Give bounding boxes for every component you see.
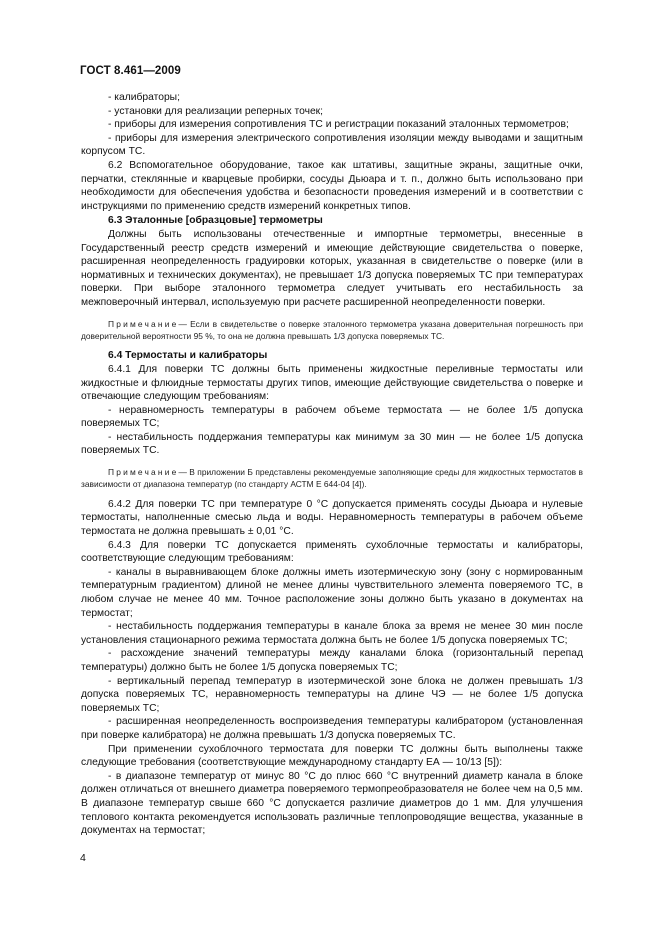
note-label: Примечание	[108, 467, 179, 478]
paragraph-dry-block: При применении сухоблочного термостата для поверки ТС должны быть выполнены также следующие требования (соответствующие международному стандарту ЕА — 10/13 [5]):	[81, 743, 583, 769]
paragraph-6-4-1: 6.4.1 Для поверки ТС должны быть применены жидкостные переливные термостаты или жидкостные и флюидные термостаты других типов, имеющие действующие свидетельства о поверке и отвечающие следующим требованиям:	[81, 363, 583, 403]
list-item: - установки для реализации реперных точек;	[108, 105, 324, 117]
list-item: - неравномерность температуры в рабочем объеме термостата — не более 1/5 допуска поверяемых ТС;	[81, 404, 583, 430]
paragraph-6-3: Должны быть использованы отечественные и импортные термометры, внесенные в Государственный реестр средств измерений и имеющие действующие свидетельства о поверке, расширенная неопределенность градуировки которых, указанная в свидетельстве о поверке (или в нормативных и технических документах), не превышает 1/3 допуска поверяемых ТС при температурах поверки. При выборе эталонного термометра следует учитывать его нестабильность за межповерочный интервал, используемую при расчете расширенной неопределенности поверки.	[81, 228, 583, 308]
list-item: - расхождение значений температуры между каналами блока (горизонтальный перепад температуры) должно быть не более 1/5 допуска поверяемых ТС;	[81, 648, 583, 673]
paragraph-6-2: 6.2 Вспомогательное оборудование, такое как штативы, защитные экраны, защитные очки, перчатки, стеклянные и кварцевые пробирки, сосуды Дьюара и т. п., должно быть использовано при необходимости для обеспечения удобства и безопасности проведения измерений и в соответствии с инструкциями по применению средств измерений конкретных типов.	[81, 159, 583, 212]
note-1	[81, 318, 583, 343]
page-number: 4	[80, 852, 86, 864]
document-header: ГОСТ 8.461—2009	[80, 65, 181, 77]
list-item: - в диапазоне температур от минус 80 °С до плюс 660 °С внутренний диаметр канала в блоке должен отличаться от внешнего диаметра поверяемого термопреобразователя не более чем на 0,5 мм. В диапазоне температур свыше 660 °С допускается различие диаметров до 1 мм. Для улучшения теплового контакта рекомендуется использовать различные теплопроводящие вещества, указанные в документах на термостат;	[81, 770, 583, 837]
list-item: - приборы для измерения сопротивления ТС и регистрации показаний эталонных термометров;	[108, 119, 569, 131]
list-item: - приборы для измерения электрического сопротивления изоляции между выводами и защитным корпусом ТС.	[81, 132, 583, 158]
document-body	[81, 91, 583, 838]
list-item: - нестабильность поддержания температуры в канале блока за время не менее 30 мин после установления стационарного режима термостата должна быть не более 1/5 допуска поверяемых ТС;	[81, 621, 583, 646]
paragraph-6-4-3: 6.4.3 Для поверки ТС допускается применять сухоблочные термостаты и калибраторы, соответствующие следующим требованиям:	[81, 539, 583, 565]
paragraph-6-4-2: 6.4.2 Для поверки ТС при температуре 0 °С допускается применять сосуды Дьюара и нулевые термостаты, наполненные смесью льда и воды. Неравномерность температуры в рабочем объеме термостата не должна превышать ± 0,01 °С.	[81, 498, 583, 538]
list-item: - вертикальный перепад температур в изотермической зоне блока не должен превышать 1/3 допуска поверяемых ТС, неравномерность температуры на длине ЧЭ — не более 1/5 допуска поверяемых ТС;	[81, 675, 583, 714]
note-label: Примечание	[108, 318, 179, 329]
section-heading-6-3: 6.3 Эталонные [образцовые] термометры	[108, 215, 323, 227]
list-item: - каналы в выравнивающем блоке должны иметь изотермическую зону (зону с нормированным температурным градиентом) длиной не менее длины чувствительного элемента поверяемого ТС, в любом случае не менее 40 мм. Точное расположение зоны должно быть указано в документах на термостат;	[81, 566, 583, 619]
section-heading-6-4: 6.4 Термостаты и калибраторы	[108, 350, 268, 362]
note-text: — В приложении Б представлены рекомендуемые заполняющие среды для жидкостных термостатов в зависимости от диапазона температур (по стандарту АСТМ Е 644-04 [4]).	[81, 467, 583, 490]
list-item: - калибраторы;	[108, 92, 180, 103]
note-text: — Если в свидетельстве о поверке эталонного термометра указана доверительная погрешность при доверительной вероятности 95 %, то она не должна превышать 1/3 допуска поверяемых ТС.	[81, 318, 583, 341]
list-item: - расширенная неопределенность воспроизведения температуры калибратором (установленная при поверке калибратора) не должна превышать 1/3 допуска поверяемых ТС.	[81, 716, 583, 741]
list-item: - нестабильность поддержания температуры как минимум за 30 мин — не более 1/5 допуска поверяемых ТС.	[81, 431, 583, 457]
note-2	[81, 466, 583, 491]
